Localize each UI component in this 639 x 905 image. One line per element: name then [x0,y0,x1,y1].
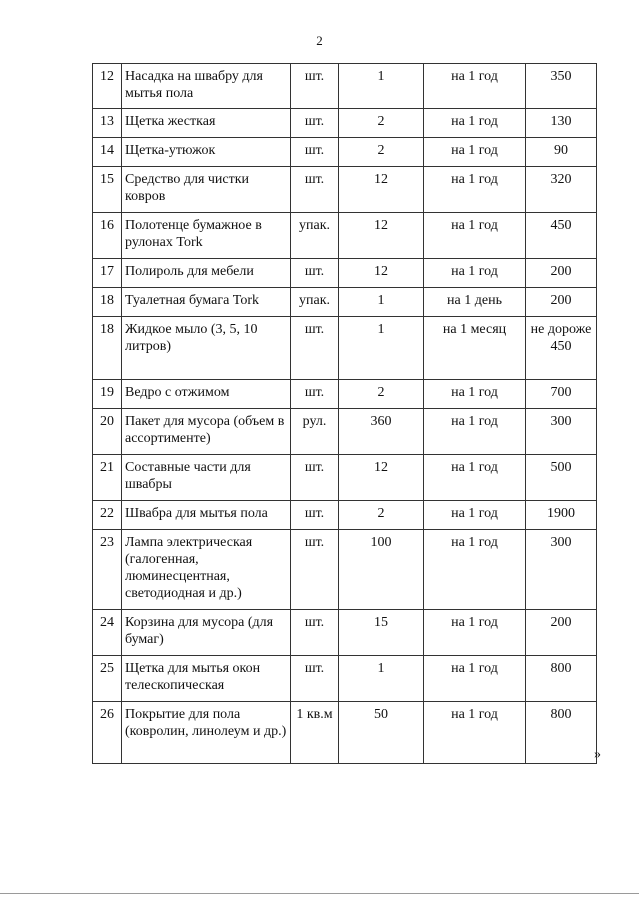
item-name-cell: Щетка-утюжок [122,138,291,167]
table-row [93,317,597,380]
item-name-cell: Швабра для мытья пола [122,501,291,530]
table-row [93,530,597,610]
table-row [93,259,597,288]
quantity-cell: 1 [339,64,424,109]
table-row [93,501,597,530]
row-number-cell: 16 [93,213,122,259]
price-cell: 450 [526,213,597,259]
row-number-cell: 15 [93,167,122,213]
price-cell: 800 [526,656,597,702]
quantity-cell: 2 [339,109,424,138]
row-number-cell: 18 [93,317,122,380]
unit-cell: шт. [291,455,339,501]
unit-cell: упак. [291,213,339,259]
quantity-cell: 12 [339,455,424,501]
item-name-cell: Корзина для мусора (для бумаг) [122,610,291,656]
quantity-cell: 100 [339,530,424,610]
row-number-cell: 23 [93,530,122,610]
period-cell: на 1 год [424,702,526,764]
price-cell: 300 [526,530,597,610]
quantity-cell: 12 [339,259,424,288]
unit-cell: шт. [291,167,339,213]
item-name-cell: Жидкое мыло (3, 5, 10 литров) [122,317,291,380]
quantity-cell: 1 [339,288,424,317]
quantity-cell: 2 [339,380,424,409]
period-cell: на 1 год [424,530,526,610]
table-row [93,288,597,317]
price-cell: 200 [526,288,597,317]
row-number-cell: 25 [93,656,122,702]
period-cell: на 1 месяц [424,317,526,380]
item-name-cell: Туалетная бумага Tork [122,288,291,317]
price-cell: 130 [526,109,597,138]
price-cell: 350 [526,64,597,109]
row-number-cell: 17 [93,259,122,288]
quantity-cell: 12 [339,213,424,259]
item-name-cell: Ведро с отжимом [122,380,291,409]
table-row [93,610,597,656]
price-cell: 800 [526,702,597,764]
unit-cell: шт. [291,530,339,610]
table-row [93,656,597,702]
item-name-cell: Лампа электрическая (галогенная, люминесцентная, светодиодная и др.) [122,530,291,610]
unit-cell: шт. [291,610,339,656]
page-number: 2 [316,33,323,48]
period-cell: на 1 год [424,501,526,530]
table-row [93,380,597,409]
table-row [93,109,597,138]
period-cell: на 1 год [424,213,526,259]
quantity-cell: 1 [339,656,424,702]
quantity-cell: 12 [339,167,424,213]
item-name-cell: Средство для чистки ковров [122,167,291,213]
item-name-cell: Покрытие для пола (ковролин, линолеум и др.) [122,702,291,764]
price-cell: 300 [526,409,597,455]
period-cell: на 1 год [424,409,526,455]
table-row [93,138,597,167]
table-row [93,167,597,213]
item-name-cell: Щетка жесткая [122,109,291,138]
unit-cell: рул. [291,409,339,455]
row-number-cell: 26 [93,702,122,764]
period-cell: на 1 год [424,109,526,138]
period-cell: на 1 год [424,259,526,288]
row-number-cell: 12 [93,64,122,109]
price-cell: 90 [526,138,597,167]
unit-cell: шт. [291,259,339,288]
price-cell: 1900 [526,501,597,530]
row-number-cell: 21 [93,455,122,501]
period-cell: на 1 год [424,138,526,167]
row-number-cell: 13 [93,109,122,138]
item-name-cell: Составные части для швабры [122,455,291,501]
period-cell: на 1 день [424,288,526,317]
unit-cell: 1 кв.м [291,702,339,764]
price-cell: 700 [526,380,597,409]
period-cell: на 1 год [424,610,526,656]
unit-cell: шт. [291,380,339,409]
unit-cell: упак. [291,288,339,317]
quantity-cell: 2 [339,501,424,530]
unit-cell: шт. [291,109,339,138]
row-number-cell: 22 [93,501,122,530]
quantity-cell: 15 [339,610,424,656]
item-name-cell: Насадка на швабру для мытья пола [122,64,291,109]
item-name-cell: Полотенце бумажное в рулонах Tork [122,213,291,259]
price-cell: 200 [526,610,597,656]
price-cell: 200 [526,259,597,288]
table-row [93,409,597,455]
unit-cell: шт. [291,656,339,702]
quantity-cell: 360 [339,409,424,455]
quantity-cell: 50 [339,702,424,764]
price-cell: 500 [526,455,597,501]
unit-cell: шт. [291,501,339,530]
period-cell: на 1 год [424,656,526,702]
period-cell: на 1 год [424,167,526,213]
row-number-cell: 18 [93,288,122,317]
bottom-divider [0,893,639,894]
row-number-cell: 14 [93,138,122,167]
quantity-cell: 1 [339,317,424,380]
price-cell: не дороже 450 [526,317,597,380]
closing-quote: » [594,747,601,762]
period-cell: на 1 год [424,64,526,109]
row-number-cell: 24 [93,610,122,656]
items-table [92,63,597,764]
item-name-cell: Пакет для мусора (объем в ассортименте) [122,409,291,455]
price-cell: 320 [526,167,597,213]
period-cell: на 1 год [424,455,526,501]
items-table-body [93,64,597,764]
unit-cell: шт. [291,64,339,109]
period-cell: на 1 год [424,380,526,409]
unit-cell: шт. [291,138,339,167]
table-row [93,213,597,259]
table-row [93,64,597,109]
unit-cell: шт. [291,317,339,380]
table-row [93,702,597,764]
item-name-cell: Щетка для мытья окон телескопическая [122,656,291,702]
item-name-cell: Полироль для мебели [122,259,291,288]
row-number-cell: 19 [93,380,122,409]
table-row [93,455,597,501]
quantity-cell: 2 [339,138,424,167]
row-number-cell: 20 [93,409,122,455]
